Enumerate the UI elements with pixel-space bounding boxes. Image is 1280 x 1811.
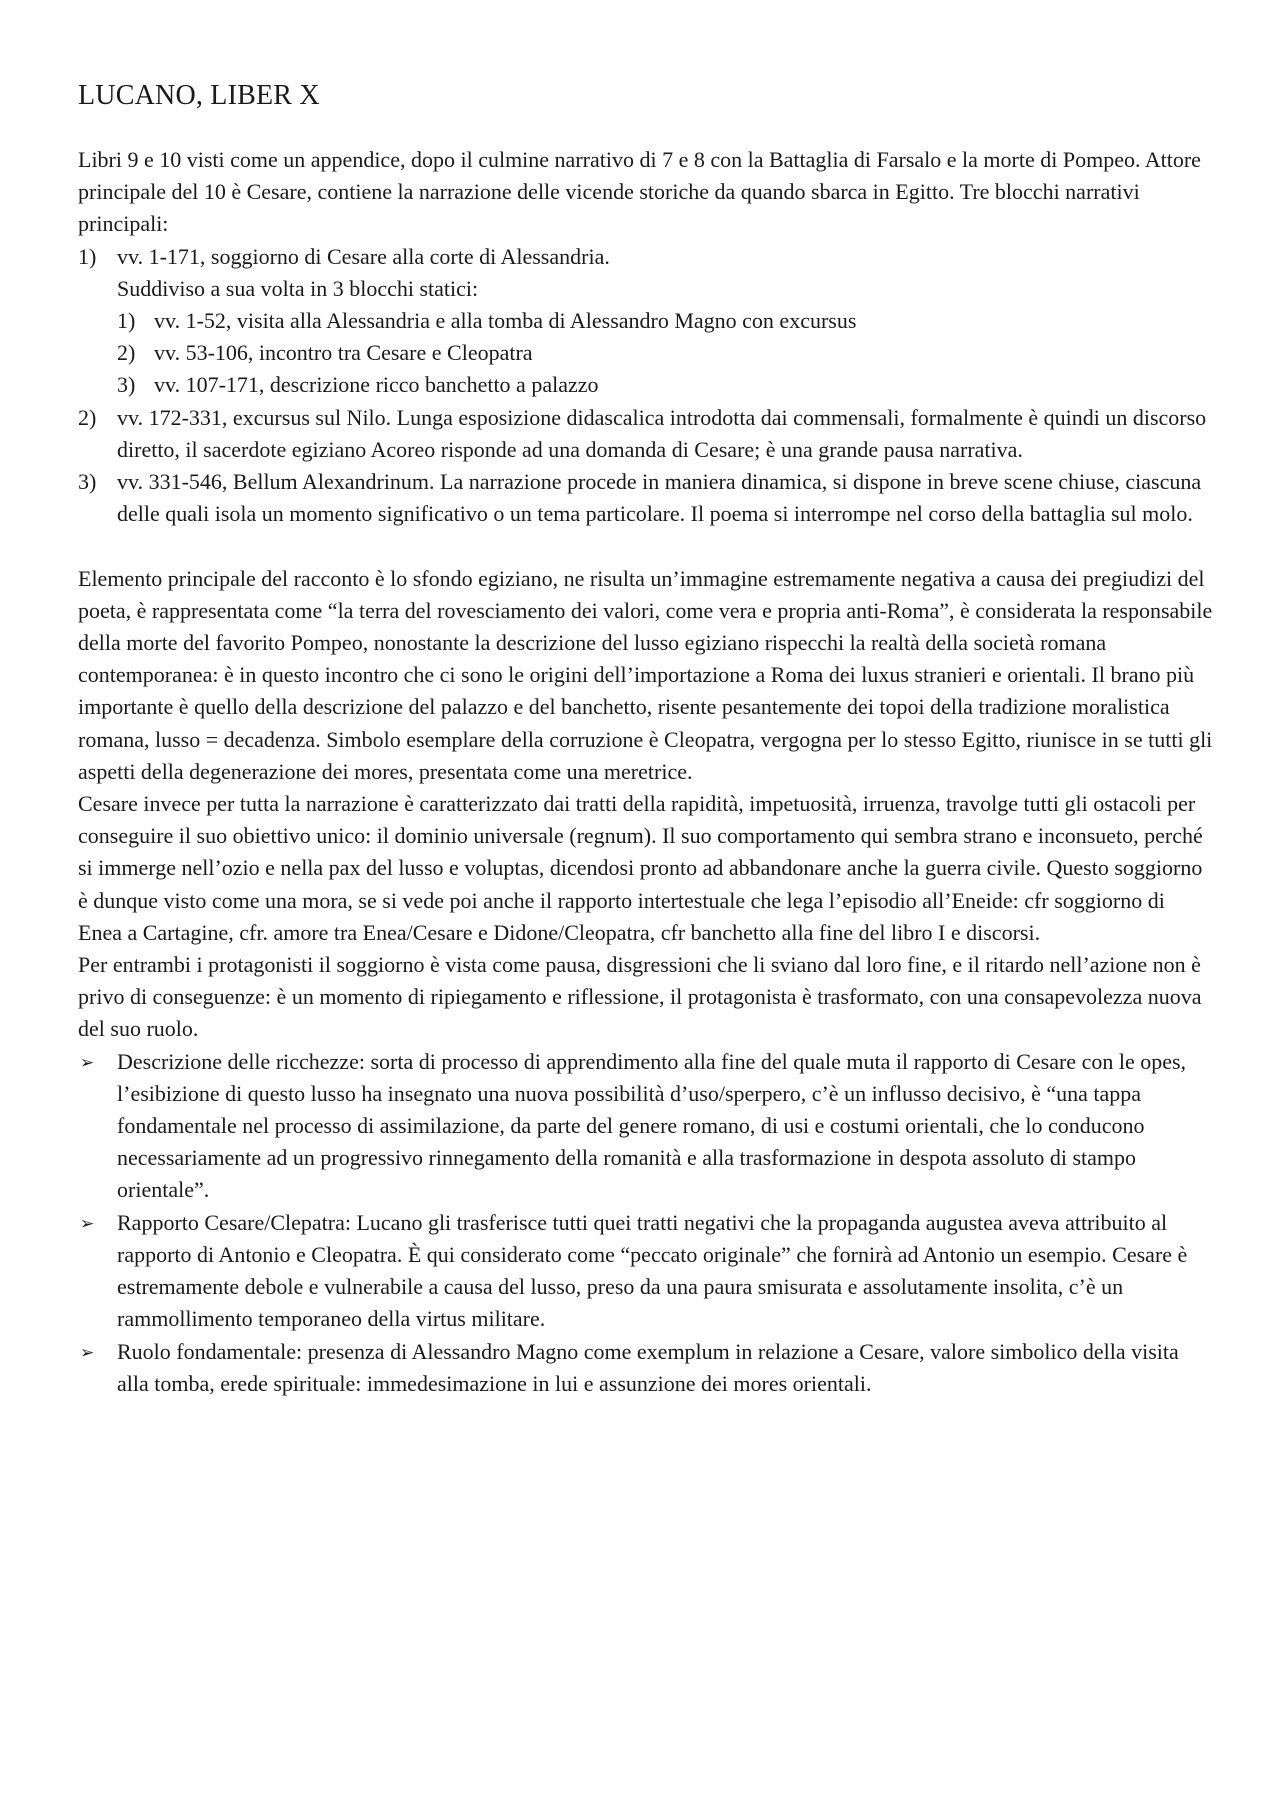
sub-block-text: vv. 53-106, incontro tra Cesare e Cleopatra <box>154 340 533 366</box>
list-marker: 1) <box>117 308 136 334</box>
block-text: vv. 172-331, excursus sul Nilo. Lunga esposizione didascalica introdotta dai commensali, formalmente è quindi un discorso diretto, il sacerdote egiziano Acoreo risponde ad una domanda di Cesare; è una grande pausa narrativa. <box>117 404 1207 462</box>
document-page <box>78 78 1213 1400</box>
sub-blocks-list <box>117 305 1213 402</box>
list-marker: 2) <box>78 404 97 430</box>
arrow-bullet-icon: ➢ <box>80 1052 95 1073</box>
sub-block-1 <box>117 305 1213 337</box>
sub-block-text: vv. 107-171, descrizione ricco banchetto a palazzo <box>154 372 599 398</box>
block-text: vv. 331-546, Bellum Alexandrinum. La narrazione procede in maniera dinamica, si dispone in breve scene chiuse, ciascuna delle quali isola un momento significativo o un tema particolare. Il poema si interrompe nel corso della battaglia sul molo. <box>117 469 1202 527</box>
block-subintro: Suddiviso a sua volta in 3 blocchi statici: <box>117 275 479 301</box>
document-title: LUCANO, LIBER X <box>78 80 320 111</box>
narrative-block-2 <box>78 402 1213 466</box>
narrative-block-3 <box>78 466 1213 530</box>
block-text: vv. 1-171, soggiorno di Cesare alla corte di Alessandria. <box>117 243 610 269</box>
narrative-block-1 <box>78 241 1213 402</box>
arrow-bullet-icon: ➢ <box>80 1213 95 1234</box>
sub-block-3 <box>117 369 1213 401</box>
intro-paragraph: Libri 9 e 10 visti come un appendice, dopo il culmine narrativo di 7 e 8 con la Battaglia di Farsalo e la morte di Pompeo. Attore principale del 10 è Cesare, contiene la narrazione delle vicende storiche da quando sbarca in Egitto. Tre blocchi narrativi principali: <box>78 147 1201 237</box>
narrative-blocks-list <box>78 241 1213 531</box>
analysis-bullet-list <box>78 1046 1213 1400</box>
bullet-text: Descrizione delle ricchezze: sorta di processo di apprendimento alla fine del quale muta il rapporto di Cesare con le opes, l’esibizione di questo lusso ha insegnato una nuova possibilità d’uso/sperpero, c’è un influsso decisivo, è “una tappa fondamentale nel processo di assimilazione, da parte del genere romano, di usi e costumi orientali, che lo conducono necessariamente ad un progressivo rinnegamento della romanità e alla trasformazione in despota assoluto di stampo orientale”. <box>117 1048 1187 1203</box>
sub-block-2 <box>117 337 1213 369</box>
list-marker: 3) <box>117 372 136 398</box>
list-marker: 3) <box>78 469 97 495</box>
bullet-item-2 <box>78 1207 1213 1336</box>
body-paragraph-3: Per entrambi i protagonisti il soggiorno è vista come pausa, disgressioni che li sviano dal loro fine, e il ritardo nell’azione non è privo di conseguenze: è un momento di ripiegamento e riflessione, il protagonista è trasformato, con una consapevolezza nuova del suo ruolo. <box>78 952 1202 1042</box>
arrow-bullet-icon: ➢ <box>80 1342 95 1363</box>
sub-block-text: vv. 1-52, visita alla Alessandria e alla tomba di Alessandro Magno con excursus <box>154 308 857 334</box>
bullet-item-1 <box>78 1046 1213 1207</box>
body-paragraph-2: Cesare invece per tutta la narrazione è caratterizzato dai tratti della rapidità, impetuosità, irruenza, travolge tutti gli ostacoli per conseguire il suo obiettivo unico: il dominio universale (regnum). Il suo comportamento qui sembra strano e inconsueto, perché si immerge nell’ozio e nella pax del lusso e voluptas, dicendosi pronto ad abbandonare anche la guerra civile. Questo soggiorno è dunque visto come una mora, se si vede poi anche il rapporto intertestuale che lega l’episodio all’Eneide: cfr soggiorno di Enea a Cartagine, cfr. amore tra Enea/Cesare e Didone/Cleopatra, cfr banchetto alla fine del libro I e discorsi. <box>78 791 1203 945</box>
list-marker: 2) <box>117 340 136 366</box>
list-marker: 1) <box>78 243 97 269</box>
bullet-text: Ruolo fondamentale: presenza di Alessandro Magno come exemplum in relazione a Cesare, valore simbolico della visita alla tomba, erede spirituale: immedesimazione in lui e assunzione dei mores orientali. <box>117 1338 1179 1396</box>
bullet-item-3 <box>78 1336 1213 1400</box>
bullet-text: Rapporto Cesare/Clepatra: Lucano gli trasferisce tutti quei tratti negativi che la propaganda augustea aveva attribuito al rapporto di Antonio e Cleopatra. È qui considerato come “peccato originale” che fornirà ad Antonio un esempio. Cesare è estremamente debole e vulnerabile a causa del lusso, preso da una paura smisurata e assolutamente insolita, c’è un rammollimento temporaneo della virtus militare. <box>117 1209 1188 1332</box>
body-paragraph-1: Elemento principale del racconto è lo sfondo egiziano, ne risulta un’immagine estremamente negativa a causa dei pregiudizi del poeta, è rappresentata come “la terra del rovesciamento dei valori, come vera e propria anti-Roma”, è considerata la responsabile della morte del favorito Pompeo, nonostante la descrizione del lusso egiziano rispecchi la realtà della società romana contemporanea: è in questo incontro che ci sono le origini dell’importazione a Roma dei luxus stranieri e orientali. Il brano più importante è quello della descrizione del palazzo e del banchetto, risente pesantemente dei topoi della tradizione moralistica romana, lusso = decadenza. Simbolo esemplare della corruzione è Cleopatra, vergogna per lo stesso Egitto, riunisce in se tutti gli aspetti della degenerazione dei mores, presentata come una meretrice. <box>78 565 1213 784</box>
